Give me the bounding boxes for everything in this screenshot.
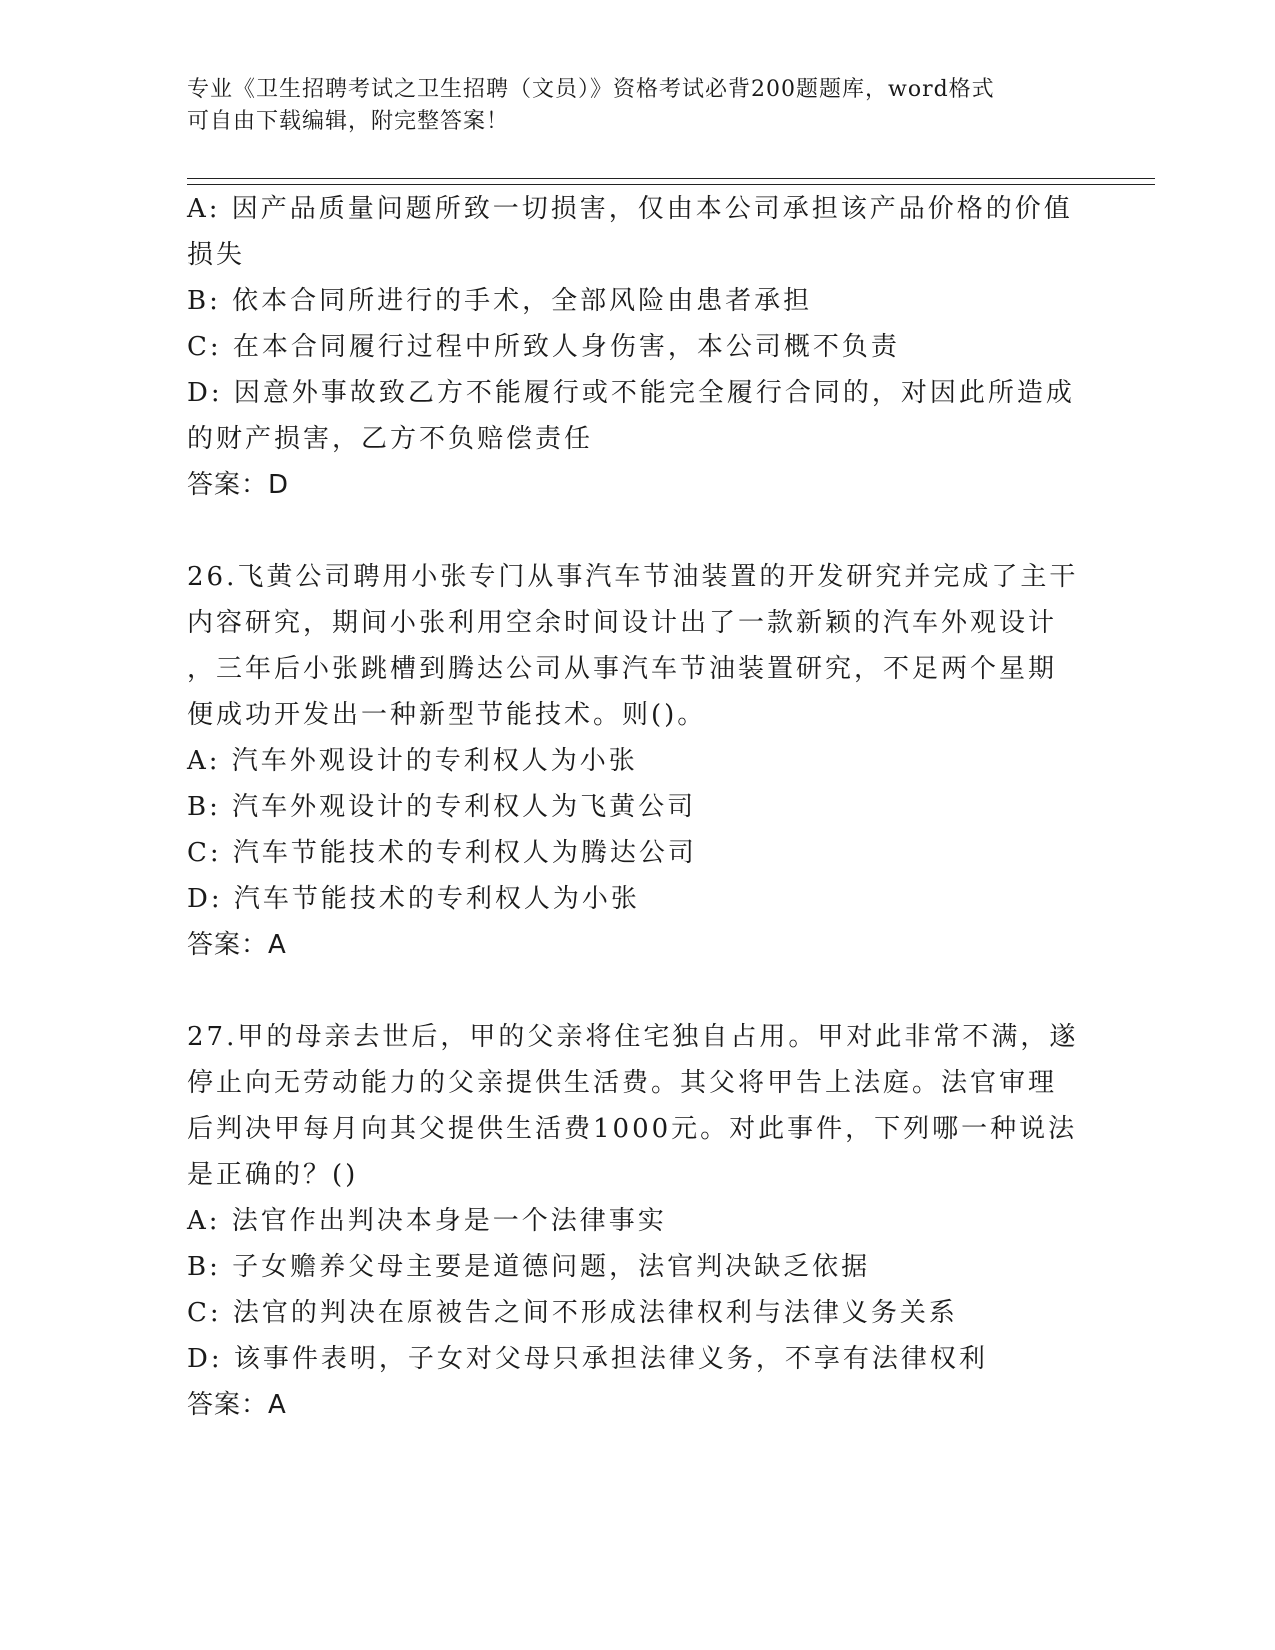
header-divider [187,178,1155,185]
header-line-2: 可自由下载编辑，附完整答案！ [187,109,510,134]
answer: 答案：A [187,930,287,960]
question-stem-line-1: 27.甲的母亲去世后，甲的父亲将住宅独自占用。甲对此非常不满，遂 [187,1022,1079,1052]
option-d: D: 汽车节能技术的专利权人为小张 [187,884,640,914]
question-stem-line-2: 内容研究，期间小张利用空余时间设计出了一款新颖的汽车外观设计 [187,608,1058,638]
question-25-options [187,186,1087,508]
spacer [187,508,1087,554]
option-c: C: 汽车节能技术的专利权人为腾达公司 [187,838,697,868]
question-26 [187,554,1087,968]
document-body [187,186,1087,1428]
option-b: B: 汽车外观设计的专利权人为飞黄公司 [187,792,697,822]
option-d-line-1: D: 因意外事故致乙方不能履行或不能完全履行合同的，对因此所造成 [187,378,1075,408]
option-d: D: 该事件表明，子女对父母只承担法律义务，不享有法律权利 [187,1344,988,1374]
question-stem-line-3: ，三年后小张跳槽到腾达公司从事汽车节油装置研究，不足两个星期 [187,654,1058,684]
spacer [187,968,1087,1014]
option-d-line-2: 的财产损害，乙方不负赔偿责任 [187,424,594,454]
option-a-line-1: A: 因产品质量问题所致一切损害，仅由本公司承担该产品价格的价值 [187,194,1073,224]
question-stem-line-1: 26.飞黄公司聘用小张专门从事汽车节油装置的开发研究并完成了主干 [187,562,1079,592]
option-a: A: 法官作出判决本身是一个法律事实 [187,1206,667,1236]
option-a-line-2: 损失 [187,240,246,270]
question-stem-line-2: 停止向无劳动能力的父亲提供生活费。其父将甲告上法庭。法官审理 [187,1068,1058,1098]
answer: 答案：A [187,1390,287,1420]
option-a: A: 汽车外观设计的专利权人为小张 [187,746,638,776]
option-c: C: 法官的判决在原被告之间不形成法律权利与法律义务关系 [187,1298,958,1328]
question-27 [187,1014,1087,1428]
answer: 答案：D [187,470,290,500]
document-header [187,74,1067,138]
question-stem-line-4: 便成功开发出一种新型节能技术。则()。 [187,700,707,730]
question-stem-line-3: 后判决甲每月向其父提供生活费1000元。对此事件，下列哪一种说法 [187,1114,1078,1144]
option-b: B: 子女赡养父母主要是道德问题，法官判决缺乏依据 [187,1252,871,1282]
option-b: B: 依本合同所进行的手术，全部风险由患者承担 [187,286,813,316]
header-line-1: 专业《卫生招聘考试之卫生招聘（文员）》资格考试必背200题题库，word格式 [187,77,995,102]
option-c: C: 在本合同履行过程中所致人身伤害，本公司概不负责 [187,332,900,362]
question-stem-line-4: 是正确的？() [187,1160,359,1190]
